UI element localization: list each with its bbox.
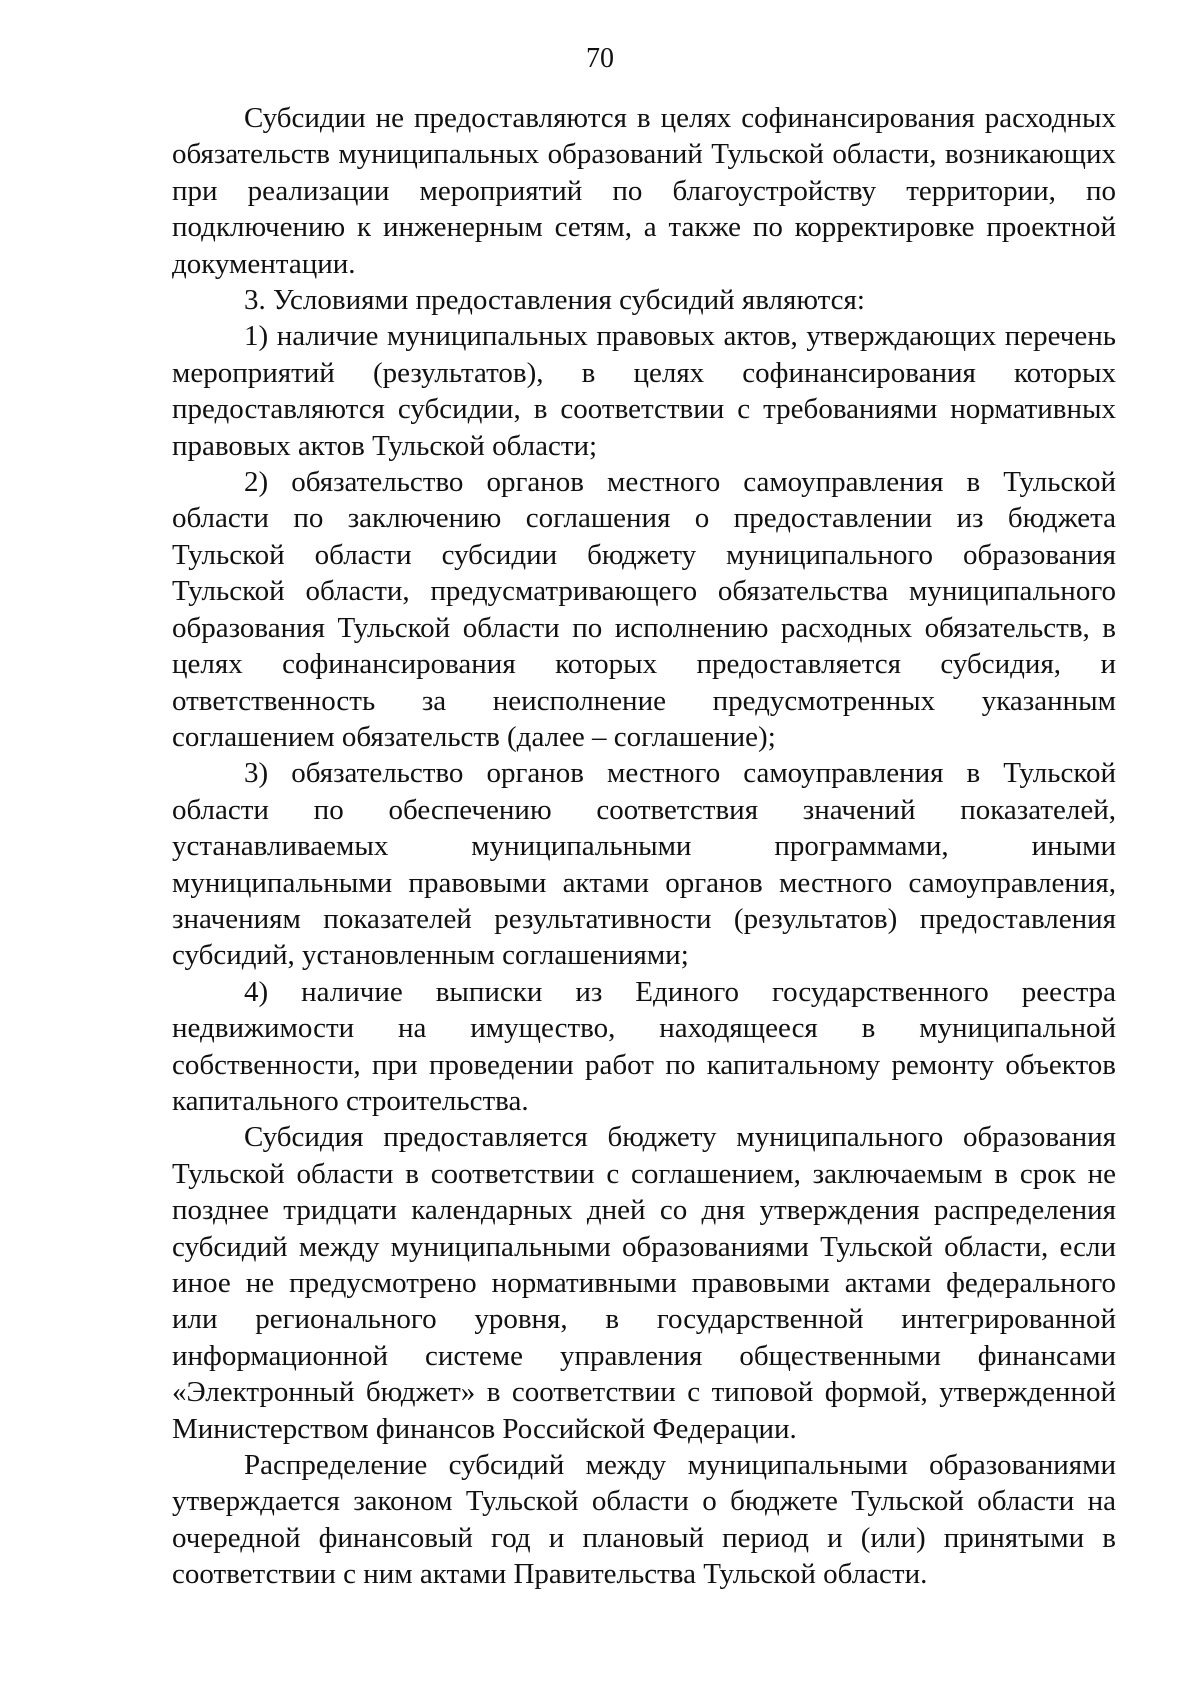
paragraph: 3. Условиями предоставления субсидий являются:	[244, 284, 865, 317]
paragraph: 4) наличие выписки из Единого государственного реестра недвижимости на имущество, находящееся в муниципальной собственности, при проведении работ по капитальному ремонту объектов капитального строительства.	[172, 975, 1116, 1117]
paragraph: 1) наличие муниципальных правовых актов, утверждающих перечень мероприятий (результатов), в целях софинансирования которых предоставляются субсидии, в соответствии с требованиями нормативных правовых актов Тульской области;	[172, 320, 1116, 462]
paragraph: Субсидия предоставляется бюджету муниципального образования Тульской области в соответствии с соглашением, заключаемым в срок не позднее тридцати календарных дней со дня утверждения распределения субсидий между муниципальными образованиями Тульской области, если иное не предусмотрено нормативными правовыми актами федерального или регионального уровня, в государственной интегрированной информационной системе управления общественными финансами «Электронный бюджет» в соответствии с типовой формой, утвержденной Министерством финансов Российской Федерации.	[172, 1121, 1116, 1445]
paragraph: Распределение субсидий между муниципальными образованиями утверждается законом Тульской области о бюджете Тульской области на очередной финансовый год и плановый период и (или) принятыми в соответствии с ним актами Правительства Тульской области.	[172, 1449, 1116, 1591]
paragraph: Субсидии не предоставляются в целях софинансирования расходных обязательств муниципальных образований Тульской области, возникающих при реализации мероприятий по благоустройству территории, по подключению к инженерным сетям, а также по корректировке проектной документации.	[172, 102, 1116, 280]
document-body	[172, 100, 1116, 1593]
page-number: 70	[586, 43, 614, 74]
paragraph: 3) обязательство органов местного самоуправления в Тульской области по обеспечению соответствия значений показателей, устанавливаемых муниципальными программами, иными муниципальными правовыми актами органов местного самоуправления, значениям показателей результативности (результатов) предоставления субсидий, установленным соглашениями;	[172, 757, 1116, 972]
paragraph: 2) обязательство органов местного самоуправления в Тульской области по заключению соглашения о предоставлении из бюджета Тульской области субсидии бюджету муниципального образования Тульской области, предусматривающего обязательства муниципального образования Тульской области по исполнению расходных обязательств, в целях софинансирования которых предоставляется субсидия, и ответственность за неисполнение предусмотренных указанным соглашением обязательств (далее – соглашение);	[172, 466, 1116, 753]
